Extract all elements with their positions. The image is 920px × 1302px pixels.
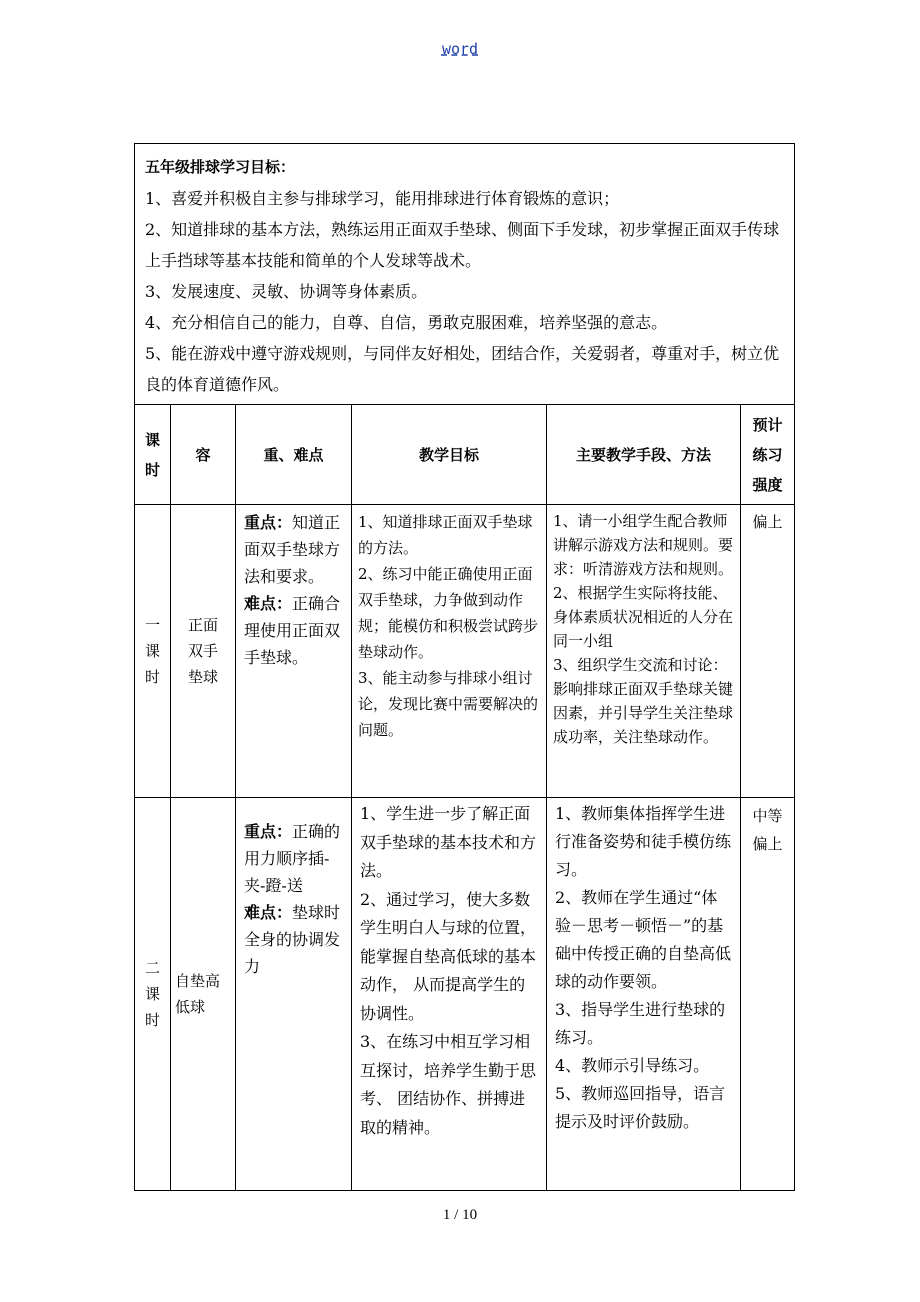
header-key-points: 重、难点 — [236, 405, 352, 505]
method-item: 2、教师在学生通过“体验－思考－顿悟－”的基础中传授正确的自垫高低球的动作要领。 — [555, 888, 732, 991]
goal-item: 4、充分相信自己的能力，自尊、自信，勇敢克服困难，培养坚强的意志。 — [145, 313, 668, 332]
difficult-text: 垫球时全身的协调发力 — [244, 903, 341, 976]
difficult-label: 难点： — [244, 903, 293, 922]
objectives-cell — [352, 505, 547, 798]
method-item: 4、教师示引导练习。 — [555, 1056, 710, 1075]
key-text: 知道正面双手垫球方法和要求。 — [244, 513, 341, 586]
objective-item: 3、在练习中相互学习相互探讨，培养学生勤于思考、 团结协作、拼搏进取的精神。 — [360, 1032, 537, 1137]
lesson-number: 二课时 — [135, 798, 171, 1191]
goal-item: 5、能在游戏中遵守游戏规则，与同伴友好相处，团结合作，关爱弱者，尊重对手，树立优良的体育道德作风。 — [145, 344, 780, 394]
difficult-text: 正确合理使用正面双手垫球。 — [244, 594, 341, 667]
key-label: 重点： — [244, 513, 293, 532]
goals-row — [135, 144, 795, 405]
method-item: 5、教师巡回指导，语言提示及时评价鼓励。 — [555, 1084, 726, 1131]
objectives-cell — [352, 798, 547, 1191]
goals-title: 五年级排球学习目标： — [145, 158, 296, 176]
table-header-row — [135, 405, 795, 505]
intensity-cell: 中等偏上 — [741, 798, 795, 1191]
lesson-number: 一课时 — [135, 505, 171, 798]
page-number: 1 / 10 — [442, 1207, 478, 1223]
objective-item: 1、知道排球正面双手垫球的方法。 — [358, 513, 533, 557]
header-objectives: 教学目标 — [352, 405, 547, 505]
method-item: 3、组织学生交流和讨论：影响排球正面双手垫球关键因素，并引导学生关注垫球成功率，关注垫球动作。 — [553, 656, 734, 746]
table-row — [135, 798, 795, 1191]
objective-item: 2、练习中能正确使用正面双手垫球，力争做到动作规；能模仿和积极尝试跨步垫球动作。 — [358, 565, 539, 661]
objective-item: 1、学生进一步了解正面双手垫球的基本技术和方法。 — [360, 804, 537, 880]
lesson-content: 正面双手垫球 — [171, 505, 236, 798]
objective-item: 3、能主动参与排球小组讨论，发现比赛中需要解决的问题。 — [358, 669, 539, 739]
lesson-content: 自垫高低球 — [171, 798, 236, 1191]
table-row — [135, 505, 795, 798]
method-item: 2、根据学生实际将技能、身体素质状况相近的人分在同一小组 — [553, 584, 734, 650]
key-points-cell — [236, 798, 352, 1191]
header-lesson: 课时 — [135, 405, 171, 505]
difficult-label: 难点： — [244, 594, 293, 613]
lesson-plan-table — [134, 143, 795, 1191]
methods-cell — [547, 505, 741, 798]
objective-item: 2、通过学习，使大多数学生明白人与球的位置，能掌握自垫高低球的基本动作， 从而提高学生的协调性。 — [360, 889, 537, 1023]
header-word-link[interactable]: word — [441, 40, 479, 58]
method-item: 3、指导学生进行垫球的练习。 — [555, 1000, 726, 1047]
header-content: 容 — [171, 405, 236, 505]
intensity-cell: 偏上 — [741, 505, 795, 798]
goal-item: 3、发展速度、灵敏、协调等身体素质。 — [145, 282, 428, 301]
key-label: 重点： — [244, 822, 293, 841]
goals-cell — [135, 144, 795, 405]
goal-item: 2、知道排球的基本方法，熟练运用正面双手垫球、侧面下手发球，初步掌握正面双手传球上手挡球等基本技能和简单的个人发球等战术。 — [145, 220, 780, 270]
methods-cell — [547, 798, 741, 1191]
method-item: 1、教师集体指挥学生进行准备姿势和徒手模仿练习。 — [555, 804, 732, 879]
key-points-cell — [236, 505, 352, 798]
goal-item: 1、喜爱并积极自主参与排球学习，能用排球进行体育锻炼的意识； — [145, 189, 620, 208]
key-text: 正确的用力顺序插-夹-蹬-送 — [244, 822, 341, 895]
header-methods: 主要教学手段、方法 — [547, 405, 741, 505]
method-item: 1、请一小组学生配合教师讲解示游戏方法和规则。要求：听清游戏方法和规则。 — [553, 512, 734, 578]
header-intensity: 预计练习强度 — [741, 405, 795, 505]
